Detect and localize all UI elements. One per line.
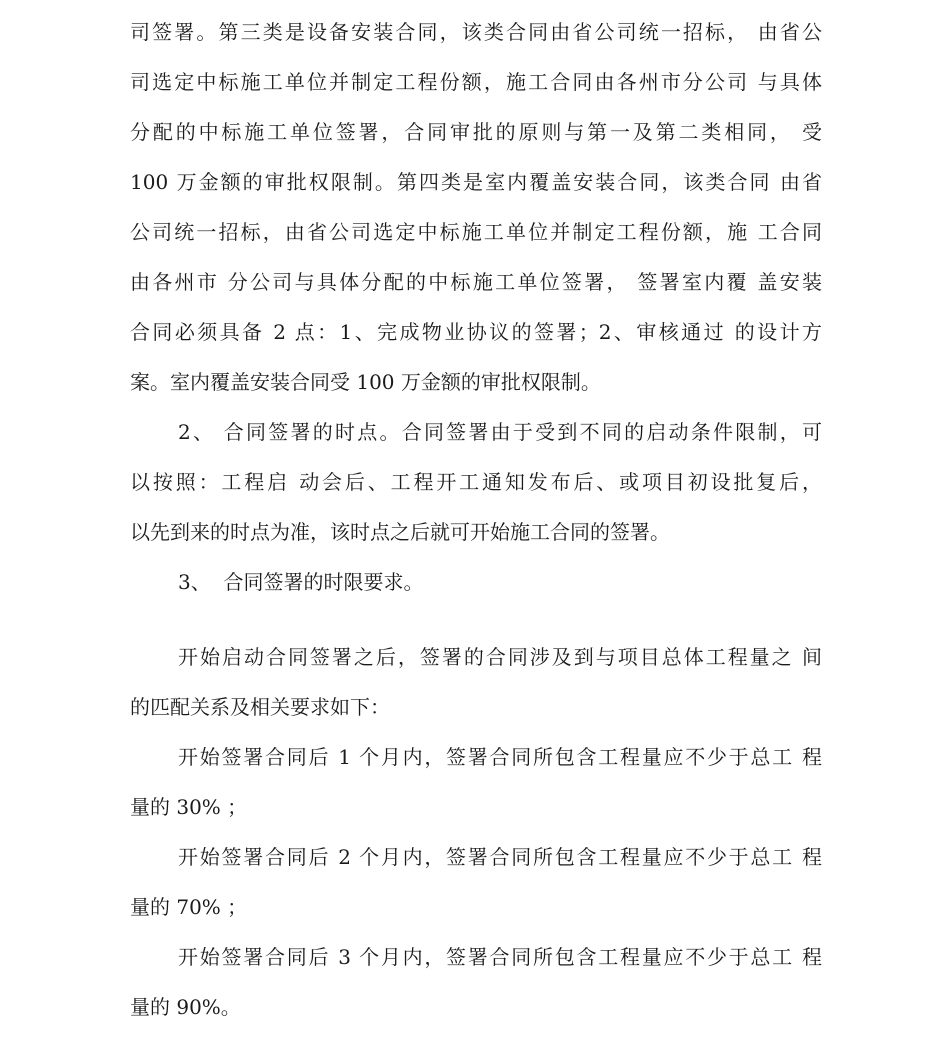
text-line: 量的 70% ；	[130, 895, 248, 919]
text-line: 司签署。第三类是设备安装合同，该类合同由省公司统一招标， 由省公	[130, 20, 822, 44]
text-line: 100 万金额的审批权限制。第四类是室内覆盖安装合同，该类合同 由省	[130, 170, 822, 194]
text-line: 公司统一招标，由省公司选定中标施工单位并制定工程份额，施 工合同	[130, 220, 822, 244]
text-line: 以按照：工程启 动会后、工程开工通知发布后、或项目初设批复后，	[130, 470, 822, 494]
section-heading: 3、 合同签署的时限要求。	[178, 570, 424, 594]
text-line: 的匹配关系及相关要求如下：	[130, 695, 390, 719]
text-line: 案。室内覆盖安装合同受 100 万金额的审批权限制。	[130, 370, 601, 394]
text-line: 量的 30% ；	[130, 795, 248, 819]
text-line: 开始签署合同后 2 个月内，签署合同所包含工程量应不少于总工 程	[178, 845, 822, 869]
text-line: 司选定中标施工单位并制定工程份额，施工合同由各州市分公司 与具体	[130, 70, 822, 94]
text-line: 量的 90%。	[130, 995, 241, 1019]
text-line: 合同必须具备 2 点：1、完成物业协议的签署；2、审核通过 的设计方	[130, 320, 822, 344]
text-line: 以先到来的时点为准，该时点之后就可开始施工合同的签署。	[130, 520, 670, 544]
text-line: 2、 合同签署的时点。合同签署由于受到不同的启动条件限制，可	[178, 420, 822, 444]
text-line: 开始签署合同后 3 个月内，签署合同所包含工程量应不少于总工 程	[178, 945, 822, 969]
text-line: 开始启动合同签署之后，签署的合同涉及到与项目总体工程量之 间	[178, 645, 822, 669]
text-line: 分配的中标施工单位签署，合同审批的原则与第一及第二类相同， 受	[130, 120, 822, 144]
text-line: 由各州市 分公司与具体分配的中标施工单位签署， 签署室内覆 盖安装	[130, 270, 822, 294]
text-line: 开始签署合同后 1 个月内，签署合同所包含工程量应不少于总工 程	[178, 745, 822, 769]
